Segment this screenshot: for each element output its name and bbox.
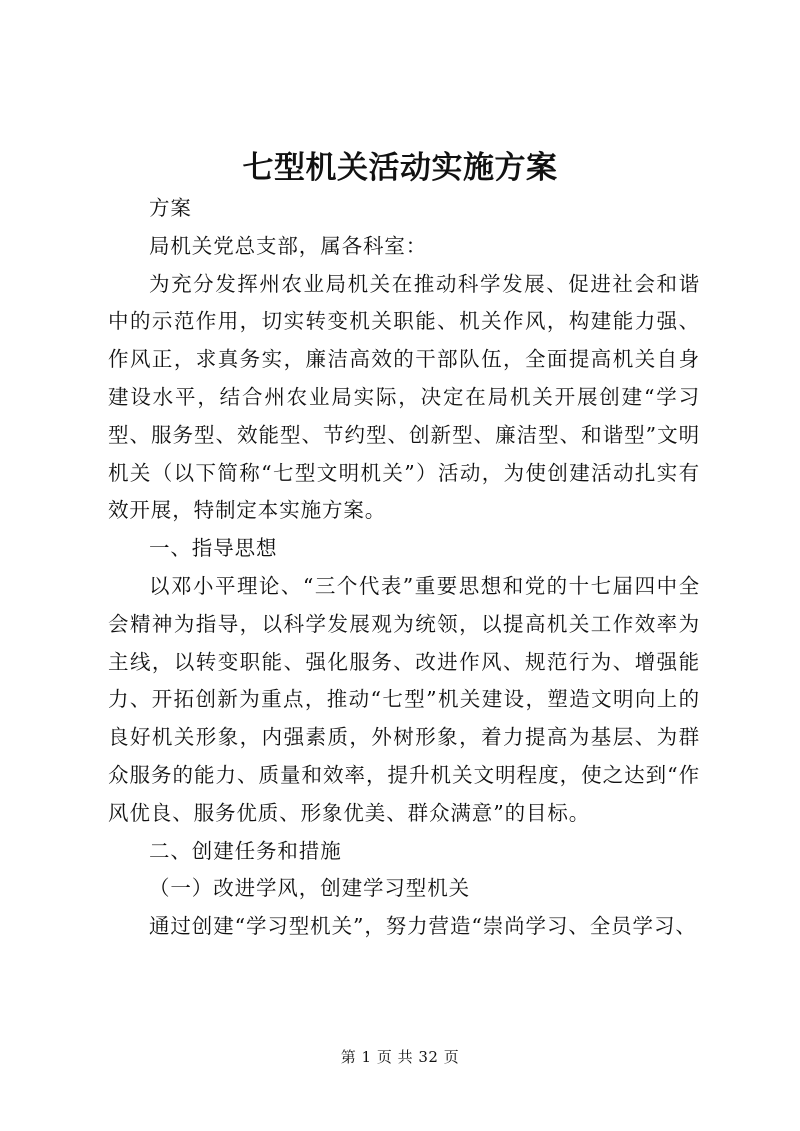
document-title: 七型机关活动实施方案 (242, 150, 558, 186)
paragraph-guiding-thought: 以邓小平理论、“三个代表”重要思想和党的十七届四中全会精神为指导，以科学发展观为统领，以提高机关工作效率为主线，以转变职能、强化服务、改进作风、规范行为、增强能力、开拓创新为重点，推动“七型”机关建设，塑造文明向上的良好机关形象，内强素质，外树形象，着力提高为基层、为群众服务的能力、质量和效率，提升机关文明程度，使之达到“作风优良、服务优质、形象优美、群众满意”的目标。 (108, 573, 700, 825)
section-heading-guiding-thought: 一、指导思想 (149, 536, 278, 561)
section-heading-tasks-measures: 二、创建任务和措施 (149, 838, 342, 863)
paragraph-intro: 为充分发挥州农业局机关在推动科学发展、促进社会和谐中的示范作用，切实转变机关职能、机关作风，构建能力强、作风正，求真务实，廉洁高效的干部队伍，全面提高机关自身建设水平，结合州农业局实际，决定在局机关开展创建“学习型、服务型、效能型、节约型、创新型、廉洁型、和谐型”文明机关（以下简称“七型文明机关”）活动，为使创建活动扎实有效开展，特制定本实施方案。 (108, 271, 700, 523)
subsection-heading-learning: （一）改进学风，创建学习型机关 (149, 876, 470, 901)
document-body (108, 190, 700, 946)
paragraph-heading-plan: 方案 (149, 196, 192, 220)
page-footer: 第 1 页 共 32 页 (340, 1048, 460, 1066)
paragraph-addressee: 局机关党总支部，属各科室： (149, 233, 428, 258)
paragraph-learning: 通过创建“学习型机关”，努力营造“崇尚学习、全员学习、 (149, 914, 697, 939)
